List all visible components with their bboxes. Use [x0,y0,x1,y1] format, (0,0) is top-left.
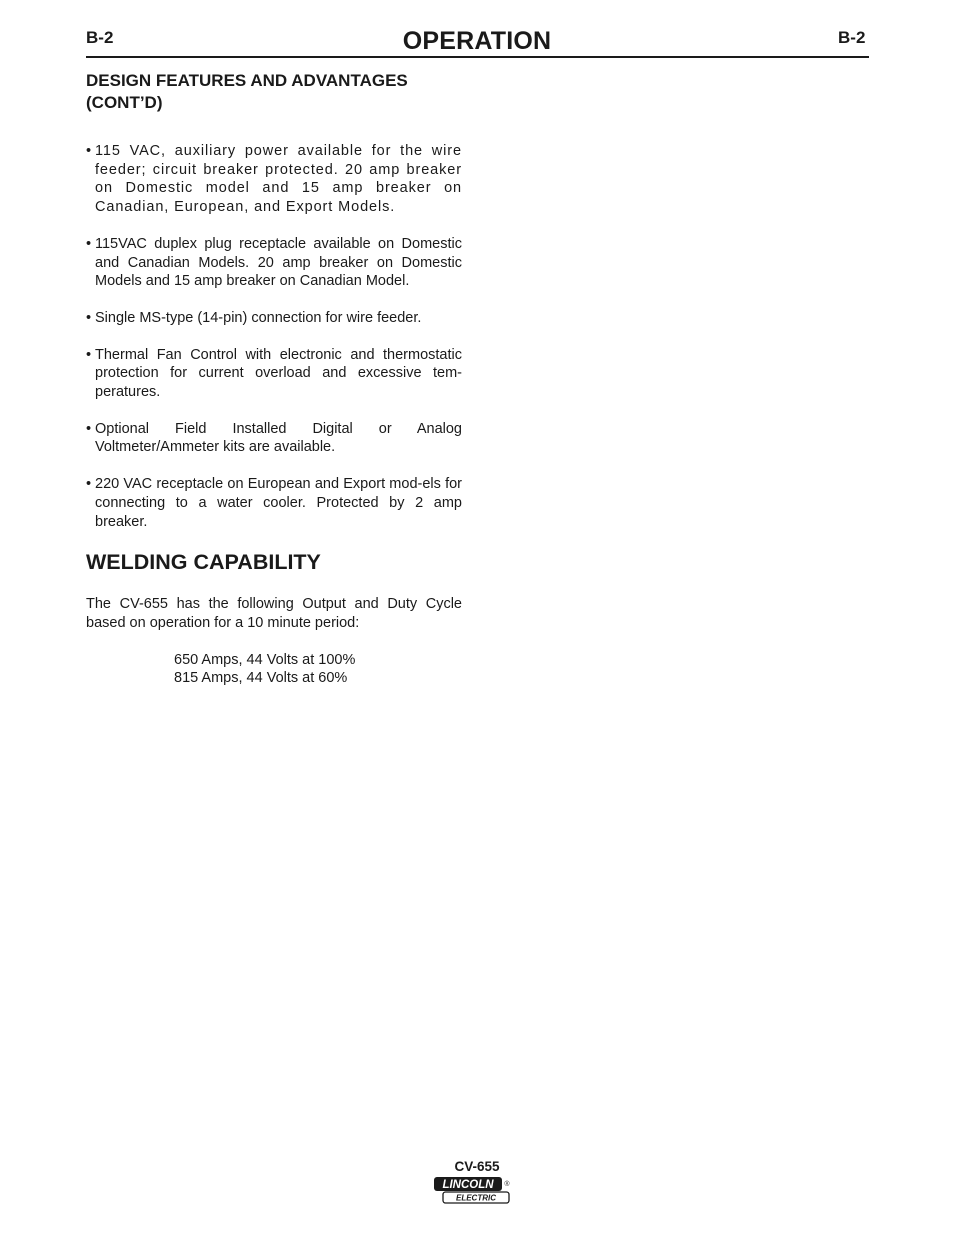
lincoln-electric-logo [433,1176,513,1206]
bullet-icon: • [86,346,92,363]
bullet-icon: • [86,476,92,493]
bullet-icon: • [86,420,92,437]
design-features-heading [86,70,462,114]
design-features-heading-line1: DESIGN FEATURES AND ADVANTAGES [86,71,408,90]
list-item-text: Optional Field Installed Digital or Analog Voltmeter/Ammeter kits are available. [95,420,462,456]
duty-cycle-ratings [174,651,462,688]
welding-capability-heading: WELDING CAPABILITY [86,550,321,575]
list-item [86,475,462,531]
main-column [86,70,462,688]
rating-line: 650 Amps, 44 Volts at 100% [174,651,356,668]
list-item [86,142,462,217]
list-item [86,420,462,457]
list-item-text: 115VAC duplex plug receptacle available on Domestic and Canadian Models. 20 amp breaker on Domestic Models and 15 amp breaker on Canadian Model. [95,235,462,290]
logo-mark: ® [504,1181,510,1188]
logo-bottom-text: ELECTRIC [456,1193,496,1203]
welding-capability-description: The CV-655 has the following Output and Duty Cycle based on operation for a 10 minute period: [86,596,462,631]
design-features-list [86,142,462,531]
rating-line: 815 Amps, 44 Volts at 60% [174,670,348,687]
design-features-heading-line2: (CONT’D) [86,93,163,112]
header-rule [86,56,869,58]
list-item [86,309,462,328]
logo-top-text: LINCOLN [442,1179,494,1191]
list-item-text: 115 VAC, auxiliary power available for the wire feeder; circuit breaker protected. 20 amp breaker on Domestic model and 15 amp breaker on Canadian, European, and Export Models. [95,143,462,216]
list-item [86,346,462,402]
list-item-text: Thermal Fan Control with electronic and thermostatic protection for current overload and excessive tem-peratures. [95,346,462,401]
page-number-left: B-2 [86,28,114,47]
bullet-icon: • [86,309,92,326]
bullet-icon: • [86,235,92,252]
list-item [86,235,462,291]
page-title: OPERATION [402,27,552,55]
footer-model: CV-655 [454,1159,500,1174]
bullet-icon: • [86,143,92,159]
list-item-text: Single MS-type (14-pin) connection for wire feeder. [95,309,422,326]
page-number-right: B-2 [838,28,866,47]
list-item-text: 220 VAC receptacle on European and Export mod-els for connecting to a water cooler. Protected by 2 amp breaker. [95,476,462,530]
